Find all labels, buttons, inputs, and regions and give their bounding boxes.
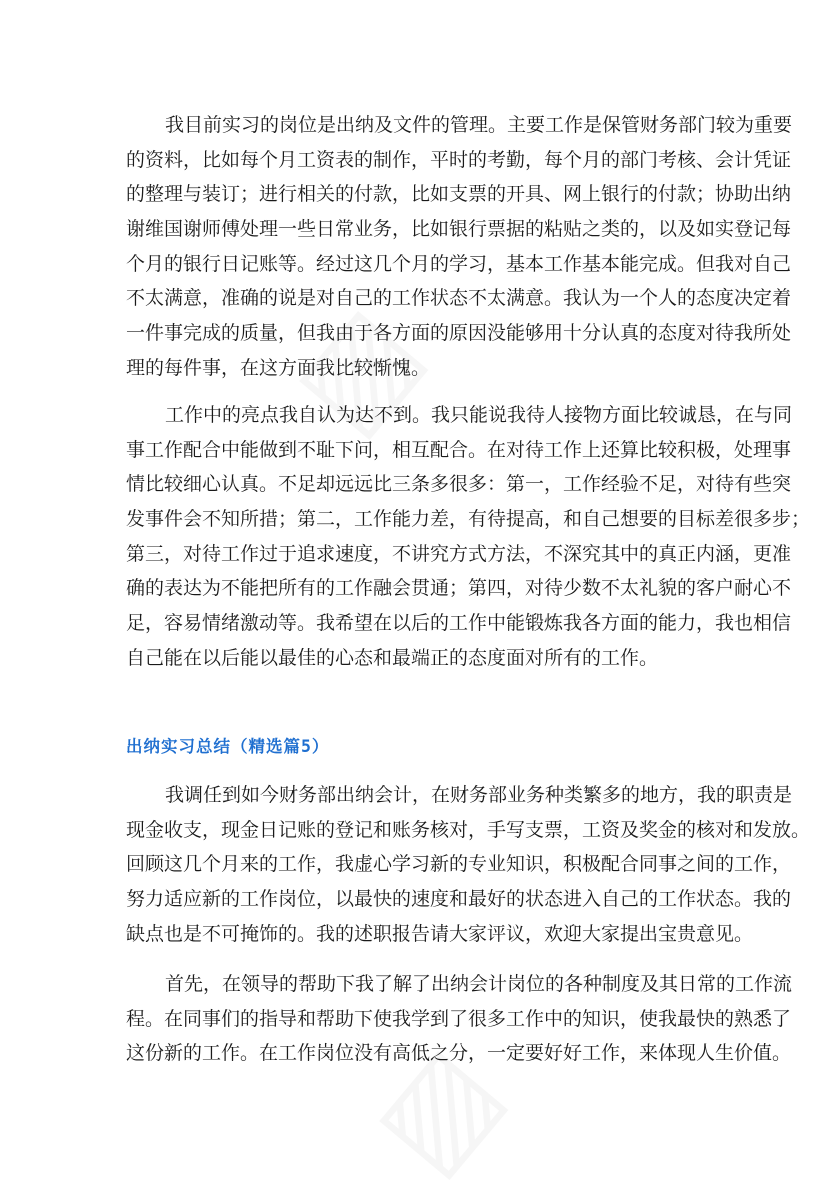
text-line: 首先，在领导的帮助下我了解了出纳会计岗位的各种制度及其日常的工作流 bbox=[165, 973, 793, 995]
text-line: 回顾这几个月来的工作，我虚心学习新的专业知识，积极配合同事之间的工作， bbox=[126, 853, 792, 876]
paragraph bbox=[126, 108, 793, 386]
text-line: 的整理与装订；进行相关的付款，比如支票的开具、网上银行的付款；协助出纳 bbox=[126, 183, 792, 206]
paragraph bbox=[126, 398, 811, 676]
text-line: 个月的银行日记账等。经过这几个月的学习，基本工作基本能完成。但我对自己 bbox=[126, 252, 792, 275]
text-line: 自己能在以后能以最佳的心态和最端正的态度面对所有的工作。 bbox=[126, 646, 659, 669]
paragraph bbox=[126, 967, 793, 1071]
text-line: 工作中的亮点我自认为达不到。我只能说我待人接物方面比较诚恳，在与同 bbox=[165, 404, 793, 426]
text-line: 谢维国谢师傅处理一些日常业务，比如银行票据的粘贴之类的，以及如实登记每 bbox=[126, 218, 792, 241]
text-line: 我目前实习的岗位是出纳及文件的管理。主要工作是保管财务部门较为重要 bbox=[165, 114, 793, 136]
text-line: 第三，对待工作过于追求速度，不讲究方式方法，不深究其中的真正内涵，更准 bbox=[126, 542, 792, 565]
text-line: 事工作配合中能做到不耻下问，相互配合。在对待工作上还算比较积极，处理事 bbox=[126, 438, 792, 461]
text-line: 努力适应新的工作岗位，以最快的速度和最好的状态进入自己的工作状态。我的 bbox=[126, 888, 792, 911]
text-line: 足，容易情绪激动等。我希望在以后的工作中能锻炼我各方面的能力，我也相信 bbox=[126, 612, 792, 635]
text-line: 的资料，比如每个月工资表的制作，平时的考勤，每个月的部门考核、会计凭证 bbox=[126, 148, 792, 171]
text-line: 情比较细心认真。不足却远远比三条多很多：第一，工作经验不足，对待有些突 bbox=[126, 473, 792, 496]
paragraph bbox=[126, 778, 811, 951]
text-line: 确的表达为不能把所有的工作融会贯通；第四，对待少数不太礼貌的客户耐心不 bbox=[126, 577, 792, 600]
text-line: 缺点也是不可掩饰的。我的述职报告请大家评议，欢迎大家提出宝贵意见。 bbox=[126, 922, 754, 945]
section-heading: 出纳实习总结（精选篇5） bbox=[126, 737, 330, 756]
text-line: 不太满意，准确的说是对自己的工作状态不太满意。我认为一个人的态度决定着 bbox=[126, 287, 792, 310]
text-line: 我调任到如今财务部出纳会计，在财务部业务种类繁多的地方，我的职责是 bbox=[165, 784, 793, 806]
text-line: 这份新的工作。在工作岗位没有高低之分，一定要好好工作，来体现人生价值。 bbox=[126, 1042, 792, 1065]
text-line: 理的每件事，在这方面我比较惭愧。 bbox=[126, 356, 431, 379]
text-line: 现金收支，现金日记账的登记和账务核对，手写支票，工资及奖金的核对和发放。 bbox=[126, 818, 811, 841]
text-line: 一件事完成的质量，但我由于各方面的原因没能够用十分认真的态度对待我所处 bbox=[126, 322, 792, 345]
text-line: 程。在同事们的指导和帮助下使我学到了很多工作中的知识，使我最快的熟悉了 bbox=[126, 1007, 792, 1030]
text-line: 发事件会不知所措；第二，工作能力差，有待提高，和自己想要的目标差很多步； bbox=[126, 508, 811, 531]
